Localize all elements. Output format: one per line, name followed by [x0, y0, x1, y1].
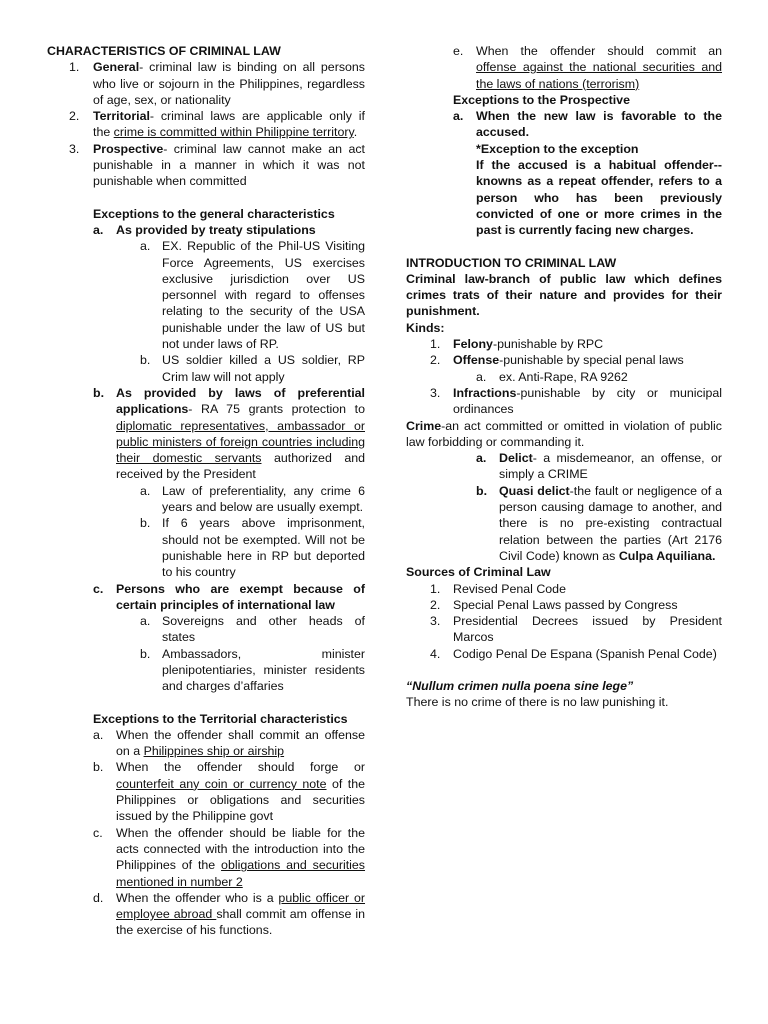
subheading: Sources of Criminal Law	[406, 565, 551, 580]
item-underlined: offense against the national securities and the laws of nations (terrorism)	[476, 60, 722, 91]
item-text: -punishable by RPC	[492, 337, 604, 352]
characteristics-list	[47, 59, 365, 189]
item-term: Quasi delict	[499, 483, 570, 498]
item-text: US soldier killed a US soldier, RP Crim law will not apply	[162, 353, 365, 384]
item-letter: d.	[93, 890, 104, 905]
item-text: -punishable by special penal laws	[499, 353, 684, 368]
item-letter: a.	[140, 614, 151, 629]
item-number: 1.	[69, 60, 80, 75]
item-text: Special Penal Laws passed by Congress	[453, 597, 678, 612]
item-term: Territorial	[93, 109, 150, 124]
sub-list-item	[140, 613, 365, 646]
sub-list-item	[476, 450, 722, 483]
item-tail: authorized and received by the President	[116, 451, 365, 482]
item-letter: a.	[93, 222, 104, 237]
list-item	[93, 825, 365, 890]
item-letter: a.	[476, 369, 487, 384]
list-item	[430, 613, 722, 646]
definition-text: -branch of public law which defines crimes trats of their nature and provides for their punishment.	[406, 271, 722, 319]
list-item	[93, 890, 365, 939]
item-text: When the offender who is a	[116, 890, 279, 905]
item-text: EX. Republic of the Phil-US Visiting Force Agreements, US exercises exclusive jurisdiction over US personnel with regard to offenses relating to the security of the USA punishable under the law of US but not under laws of RP.	[162, 239, 365, 352]
item-number: 1.	[430, 337, 441, 352]
list-item	[69, 59, 365, 108]
list-item	[93, 581, 365, 614]
item-number: 2.	[430, 597, 441, 612]
item-term: Offense	[453, 353, 500, 368]
sub-list-item	[140, 646, 365, 695]
item-text: - criminal law cannot make an act punishable in a manner in which it was not punishable when committed	[93, 141, 365, 189]
sub-list-item	[140, 483, 365, 516]
item-letter: b.	[93, 760, 104, 775]
item-text: Presidential Decrees issued by President Marcos	[453, 614, 722, 645]
item-number: 2.	[69, 109, 80, 124]
item-tail: .	[353, 125, 358, 140]
item-number: 2.	[430, 353, 441, 368]
item-letter: a.	[140, 239, 151, 254]
item-text: -punishable by city or municipal ordinances	[453, 385, 722, 417]
list-item	[93, 759, 365, 824]
item-text: When the offender should commit an	[476, 44, 722, 58]
item-term: Felony	[453, 337, 493, 352]
item-letter: e.	[453, 44, 464, 58]
item-letter: a.	[140, 483, 151, 498]
latin-maxim: “Nullum crimen nulla poena sine lege”	[406, 678, 634, 693]
list-item	[430, 646, 722, 662]
list-item	[430, 352, 722, 368]
item-number: 4.	[430, 646, 441, 661]
list-item	[69, 141, 365, 190]
item-letter: b.	[140, 646, 151, 661]
item-text: - a misdemeanor, an offense, or simply a CRIME	[499, 451, 722, 482]
item-number: 3.	[430, 385, 441, 400]
definition-term: Crime	[406, 418, 442, 433]
item-underlined: crime is committed within Philippine territory	[113, 125, 354, 140]
definition-term: Criminal law	[406, 271, 485, 286]
item-letter: b.	[140, 516, 151, 531]
list-item	[93, 385, 365, 483]
sub-list-item	[476, 369, 722, 385]
item-text: Revised Penal Code	[453, 581, 566, 596]
list-item	[453, 43, 722, 92]
maxim-translation: There is no crime of there is no law punishing it.	[406, 695, 669, 710]
item-text: Law of preferentiality, any crime 6 years and below are usually exempt.	[162, 483, 365, 515]
item-tail: Culpa Aquiliana.	[618, 548, 716, 563]
item-text: When the offender shall commit an offense on a	[116, 727, 365, 759]
item-text: - criminal laws are applicable only if the	[93, 109, 365, 140]
kinds-label: Kinds:	[406, 320, 445, 335]
list-item	[453, 108, 722, 141]
item-number: 3.	[69, 141, 80, 156]
item-text: Ambassadors, minister plenipotentiaries, minister residents and charges d’affaries	[162, 646, 365, 694]
item-number: 1.	[430, 581, 441, 596]
item-tail: of the Philippines or obligations and securities issued by the Philippine govt	[116, 776, 365, 824]
item-text: - criminal law is binding on all persons who live or sojourn in the Philippines, regardless of age, sex, or nationality	[93, 60, 365, 107]
item-text: When the new law is favorable to the accused.	[476, 109, 722, 140]
item-text: If 6 years above imprisonment, should not be exempted. Will not be punishable here in RP but deported to his country	[162, 516, 365, 580]
item-letter: c.	[93, 825, 103, 840]
list-item	[93, 222, 365, 238]
left-column	[47, 43, 365, 939]
item-text: When the offender should forge or	[116, 760, 365, 775]
item-underlined: Philippines ship or airship	[143, 744, 285, 759]
exception-note: *Exception to the exception	[476, 141, 639, 156]
subheading: Exceptions to the general characteristics	[93, 206, 335, 221]
item-underlined: obligations and securities mentioned in number 2	[116, 858, 366, 889]
item-text: Persons who are exempt because of certain principles of international law	[116, 581, 365, 612]
item-term: General	[93, 60, 140, 75]
item-letter: b.	[140, 353, 151, 368]
item-number: 3.	[430, 614, 441, 629]
item-letter: c.	[93, 581, 104, 596]
item-term: Infractions	[453, 385, 517, 400]
item-letter: a.	[93, 727, 104, 742]
sub-list-item	[140, 238, 365, 352]
item-underlined: public officer or employee abroad	[116, 890, 366, 922]
item-underlined: diplomatic representatives, ambassador or public ministers of foreign countries including their domestic servants	[116, 418, 365, 466]
item-text: - RA 75 grants protection to	[188, 402, 365, 417]
item-text: As provided by treaty stipulations	[116, 222, 316, 237]
item-text: When the offender should be liable for the acts connected with the introduction into the Philippines of the	[116, 825, 365, 873]
item-term: Prospective	[93, 141, 164, 156]
list-item	[93, 727, 365, 760]
list-item	[430, 597, 722, 613]
list-item	[430, 581, 722, 597]
item-text: Sovereigns and other heads of states	[162, 614, 365, 645]
habitual-offender-text: If the accused is a habitual offender-- knowns as a repeat offender, refers to a person who has been previously convicted of one or more crimes in the past is currently facing new charges.	[476, 158, 722, 238]
item-letter: b.	[476, 483, 488, 498]
item-text: Codigo Penal De Espana (Spanish Penal Code)	[453, 646, 717, 661]
definition	[406, 271, 722, 320]
item-letter: b.	[93, 385, 105, 400]
list-item	[69, 108, 365, 141]
subheading: Exceptions to the Prospective	[453, 92, 630, 107]
item-text: -the fault or negligence of a person causing damage to another, and there is no pre-existing contractual relation between the parties (Art 2176 Civil Code) known as	[499, 483, 722, 563]
item-text: ex. Anti-Rape, RA 9262	[499, 369, 628, 384]
right-column	[406, 43, 722, 711]
item-term: Delict	[499, 451, 533, 466]
section-title: CHARACTERISTICS OF CRIMINAL LAW	[47, 44, 281, 58]
section-title: INTRODUCTION TO CRIMINAL LAW	[406, 255, 617, 270]
list-item	[430, 336, 722, 352]
definition-text: -an act committed or omitted in violation of public law forbidding or commanding it.	[406, 418, 722, 449]
item-letter: a.	[476, 451, 487, 466]
subheading: Exceptions to the Territorial characteristics	[93, 711, 348, 726]
sub-list-item	[476, 483, 722, 564]
sub-list-item	[140, 352, 365, 385]
list-item	[430, 385, 722, 418]
definition	[406, 418, 722, 451]
sub-list-item	[140, 515, 365, 580]
item-tail: shall commit am offense in the exercise of his functions.	[116, 907, 365, 938]
item-underlined: counterfeit any coin or currency note	[116, 776, 327, 791]
item-letter: a.	[453, 109, 464, 124]
item-term: As provided by laws of preferential applications	[116, 385, 365, 417]
